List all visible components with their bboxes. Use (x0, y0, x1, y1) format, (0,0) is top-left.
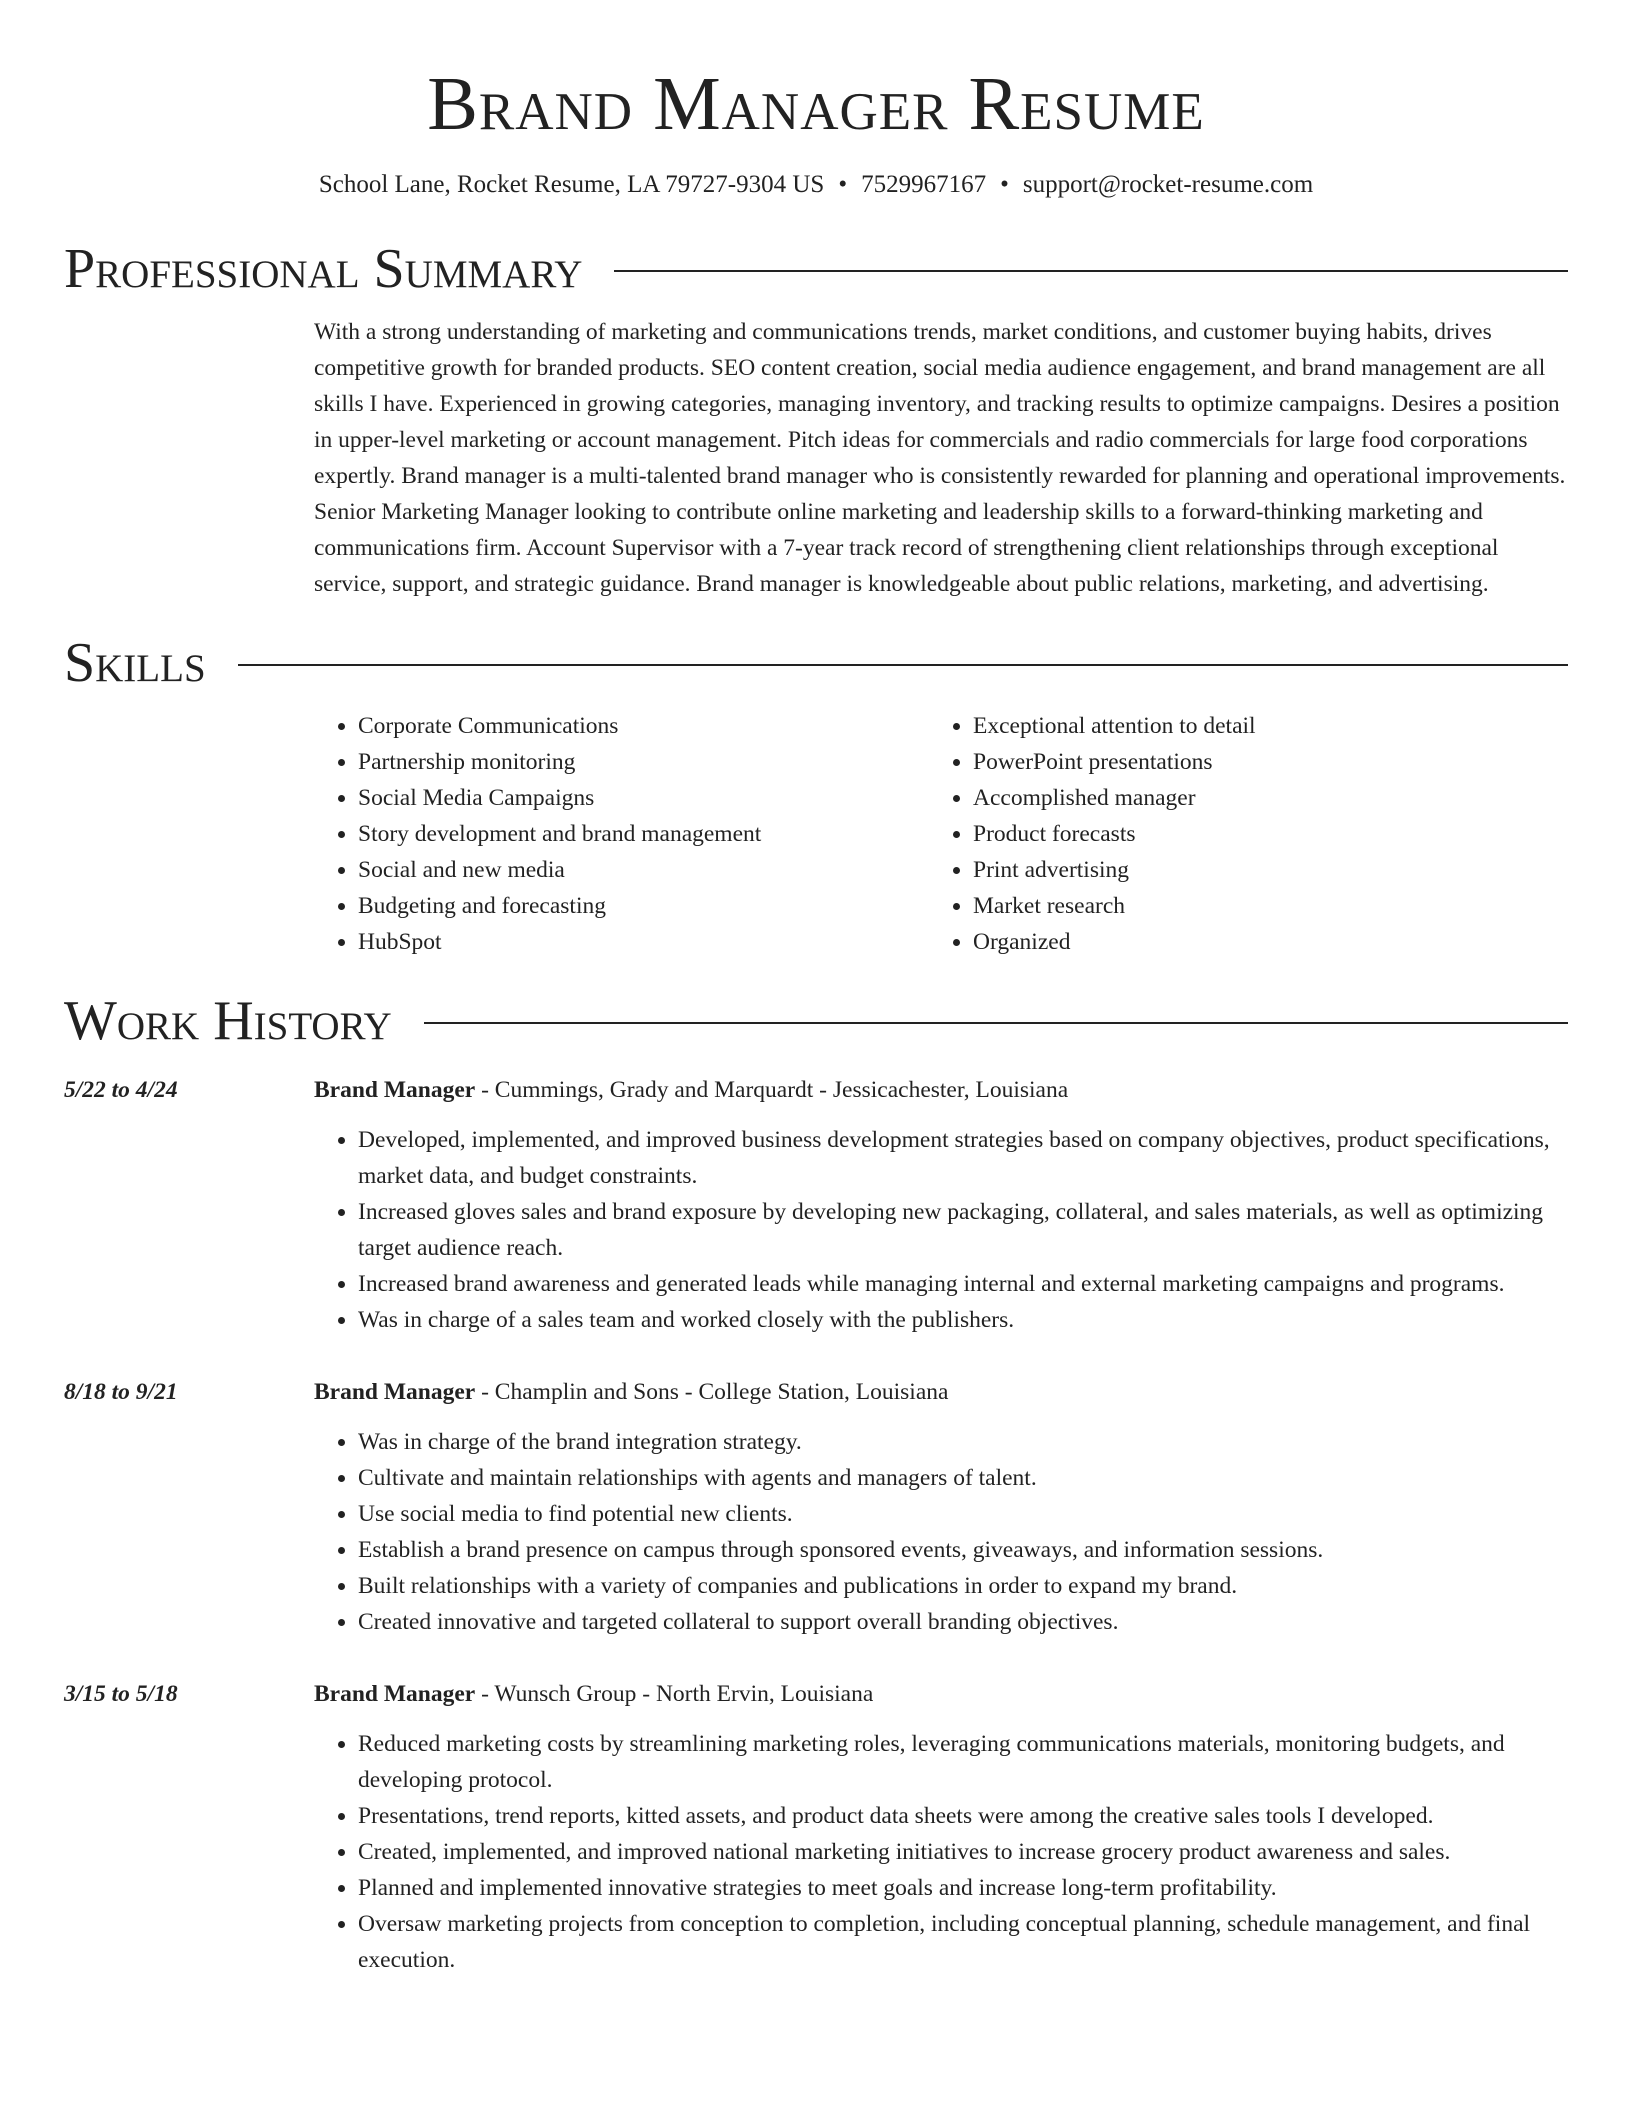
work-heading: Work History (64, 990, 392, 1052)
job-detail (314, 1374, 1568, 1640)
skill-item: • Print advertising (973, 852, 1544, 888)
work-section-header (64, 990, 1568, 1052)
section-divider (238, 664, 1568, 666)
skill-item: • Social Media Campaigns (358, 780, 929, 816)
job-title: Brand Manager (314, 1379, 476, 1405)
job-bullet: • Was in charge of a sales team and worked closely with the publishers. (358, 1302, 1568, 1338)
job-employer-location: - Champlin and Sons - College Station, Louisiana (475, 1379, 949, 1405)
summary-section-header (64, 238, 1568, 300)
job-detail (314, 1676, 1568, 1978)
skills-column-right (929, 708, 1544, 960)
skill-item: • Social and new media (358, 852, 929, 888)
skill-item: • HubSpot (358, 924, 929, 960)
job-detail (314, 1072, 1568, 1338)
job-bullet: • Use social media to find potential new clients. (358, 1496, 1568, 1532)
job-dates: 3/15 to 5/18 (64, 1681, 178, 1707)
job-entry (64, 1676, 1568, 1978)
skill-item: • Budgeting and forecasting (358, 888, 929, 924)
job-bullet: • Increased gloves sales and brand exposure by developing new packaging, collateral, and sales materials, as well as optimizing target audience reach. (358, 1194, 1568, 1266)
skills-section-header (64, 632, 1568, 694)
job-title: Brand Manager (314, 1077, 476, 1103)
job-bullets (314, 1122, 1568, 1338)
skill-item: • Exceptional attention to detail (973, 708, 1544, 744)
contact-line (64, 168, 1568, 202)
skill-item: • Story development and brand management (358, 816, 929, 852)
job-title: Brand Manager (314, 1681, 476, 1707)
job-bullets (314, 1424, 1568, 1640)
job-bullet: • Presentations, trend reports, kitted assets, and product data sheets were among the creative sales tools I developed. (358, 1798, 1568, 1834)
job-employer-location: - Cummings, Grady and Marquardt - Jessicachester, Louisiana (475, 1077, 1069, 1103)
job-bullet: • Establish a brand presence on campus through sponsored events, giveaways, and information sessions. (358, 1532, 1568, 1568)
job-employer-location: - Wunsch Group - North Ervin, Louisiana (475, 1681, 874, 1707)
section-divider (614, 270, 1568, 272)
job-bullet: • Created, implemented, and improved national marketing initiatives to increase grocery product awareness and sales. (358, 1834, 1568, 1870)
resume-name: Brand Manager Resume (427, 62, 1205, 146)
job-bullet: • Reduced marketing costs by streamlining marketing roles, leveraging communications materials, monitoring budgets, and developing protocol. (358, 1726, 1568, 1798)
job-bullet: • Planned and implemented innovative strategies to meet goals and increase long-term profitability. (358, 1870, 1568, 1906)
skill-item: • Market research (973, 888, 1544, 924)
job-title-line (314, 1374, 1568, 1410)
phone: 7529967167 (861, 171, 987, 198)
summary-heading: Professional Summary (64, 238, 583, 300)
job-title-line (314, 1072, 1568, 1108)
job-bullet: • Developed, implemented, and improved business development strategies based on company objectives, product specifications, market data, and budget constraints. (358, 1122, 1568, 1194)
section-divider (424, 1022, 1568, 1024)
job-bullets (314, 1726, 1568, 1978)
separator: • (1000, 171, 1009, 198)
skills-column-left (314, 708, 929, 960)
job-dates: 8/18 to 9/21 (64, 1379, 178, 1405)
address: School Lane, Rocket Resume, LA 79727-9304 US (318, 171, 825, 198)
job-bullet: • Was in charge of the brand integration strategy. (358, 1424, 1568, 1460)
job-dates: 5/22 to 4/24 (64, 1077, 178, 1103)
skills-list (314, 708, 1568, 960)
skill-item: • Accomplished manager (973, 780, 1544, 816)
job-entry (64, 1072, 1568, 1338)
job-entry (64, 1374, 1568, 1640)
email: support@rocket-resume.com (1022, 171, 1314, 198)
job-bullet: • Built relationships with a variety of companies and publications in order to expand my brand. (358, 1568, 1568, 1604)
skill-item: • PowerPoint presentations (973, 744, 1544, 780)
job-title-line (314, 1676, 1568, 1712)
job-bullet: • Created innovative and targeted collateral to support overall branding objectives. (358, 1604, 1568, 1640)
job-bullet: • Cultivate and maintain relationships with agents and managers of talent. (358, 1460, 1568, 1496)
separator: • (838, 171, 848, 198)
job-bullet: • Oversaw marketing projects from conception to completion, including conceptual planning, schedule management, and final execution. (358, 1906, 1568, 1978)
skill-item: • Corporate Communications (358, 708, 929, 744)
skills-heading: Skills (64, 632, 206, 694)
skill-item: • Organized (973, 924, 1544, 960)
skill-item: • Partnership monitoring (358, 744, 929, 780)
summary-text: With a strong understanding of marketing and communications trends, market conditions, and customer buying habits, drives competitive growth for branded products. SEO content creation, social media audience engagement, and brand management are all skills I have. Experienced in growing categories, managing inventory, and tracking results to optimize campaigns. Desires a position in upper-level marketing or account management. Pitch ideas for commercials and radio commercials for large food corporations expertly. Brand manager is a multi-talented brand manager who is consistently rewarded for planning and operational improvements. Senior Marketing Manager looking to contribute online marketing and leadership skills to a forward-thinking marketing and communications firm. Account Supervisor with a 7-year track record of strengthening client relationships through exceptional service, support, and strategic guidance. Brand manager is knowledgeable about public relations, marketing, and advertising. (314, 319, 1566, 597)
job-bullet: • Increased brand awareness and generated leads while managing internal and external marketing campaigns and programs. (358, 1266, 1568, 1302)
skill-item: • Product forecasts (973, 816, 1544, 852)
